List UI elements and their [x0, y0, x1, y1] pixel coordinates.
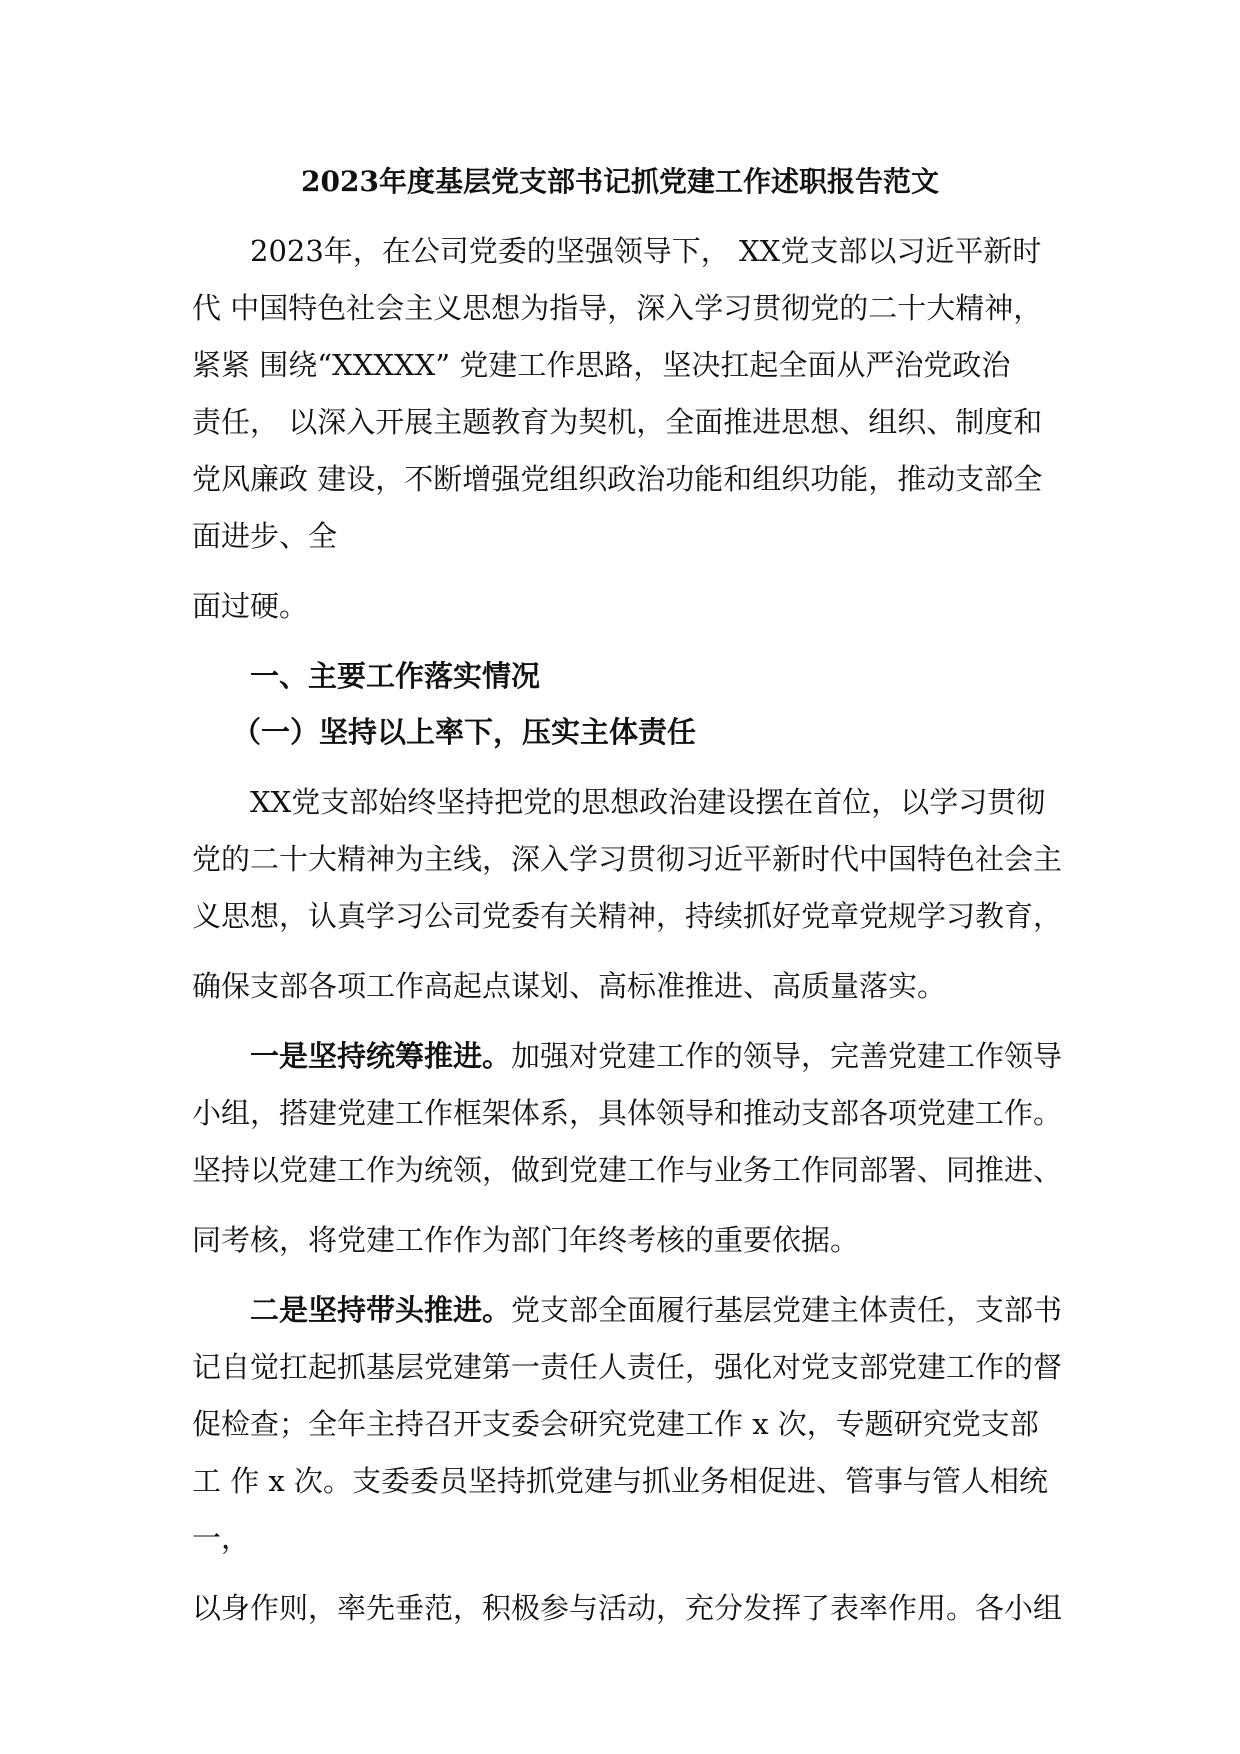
paragraph-line: 坚持以党建工作为统领，做到党建工作与业务工作同部署、同推进、: [192, 1153, 1062, 1187]
subsection-heading: （一）坚持以上率下，压实主体责任: [232, 715, 697, 749]
intro-line: 紧紧 围绕“XXXXX” 党建工作思路，坚决扛起全面从严治党政治: [192, 348, 1011, 382]
intro-line: 责任， 以深入开展主题教育为契机，全面推进思想、组织、制度和: [192, 405, 1043, 439]
paragraph-line: 确保支部各项工作高起点谋划、高标准推进、高质量落实。: [192, 969, 947, 1003]
paragraph-line: 记自觉扛起抓基层党建第一责任人责任，强化对党支部党建工作的督: [192, 1350, 1062, 1384]
paragraph-line: XX党支部始终坚持把党的思想政治建设摆在首位，以学习贯彻: [250, 785, 1046, 819]
paragraph-line: 一，: [192, 1521, 251, 1555]
paragraph-line: 义思想，认真学习公司党委有关精神，持续抓好党章党规学习教育，: [192, 899, 1062, 933]
intro-line: 2023年，在公司党委的坚强领导下， XX党支部以习近平新时: [250, 234, 1042, 268]
intro-line: 面进步、全: [192, 519, 338, 553]
paragraph-line: 党的二十大精神为主线，深入学习贯彻习近平新时代中国特色社会主: [192, 842, 1062, 876]
paragraph-line: 小组，搭建党建工作框架体系，具体领导和推动支部各项党建工作。: [192, 1096, 1062, 1130]
intro-line: 党风廉政 建设，不断增强党组织政治功能和组织功能，推动支部全: [192, 462, 1043, 496]
paragraph-line: [250, 1292, 1062, 1328]
intro-line: 代 中国特色社会主义思想为指导，深入学习贯彻党的二十大精神，: [192, 291, 1043, 325]
paragraph-line: 同考核，将党建工作作为部门年终考核的重要依据。: [192, 1223, 860, 1257]
section-heading: 一、主要工作落实情况: [250, 659, 541, 693]
paragraph-line: 以身作则，率先垂范，积极参与活动，充分发挥了表率作用。各小组: [192, 1591, 1062, 1625]
paragraph-line: 工 作 x 次。支委委员坚持抓党建与抓业务相促进、管事与管人相统: [192, 1464, 1049, 1498]
paragraph-text: 加强对党建工作的领导，完善党建工作领导: [511, 1039, 1062, 1073]
paragraph-line: 促检查；全年主持召开支委会研究党建工作 x 次，专题研究党支部: [192, 1407, 1039, 1441]
paragraph-lead: 二是坚持带头推进。: [250, 1293, 512, 1327]
document-title: 2023年度基层党支部书记抓党建工作述职报告范文: [301, 165, 939, 198]
paragraph-lead: 一是坚持统筹推进。: [250, 1039, 512, 1073]
paragraph-line: [250, 1038, 1062, 1074]
paragraph-text: 党支部全面履行基层党建主体责任，支部书: [511, 1293, 1062, 1327]
intro-line: 面过硬。: [192, 589, 309, 623]
